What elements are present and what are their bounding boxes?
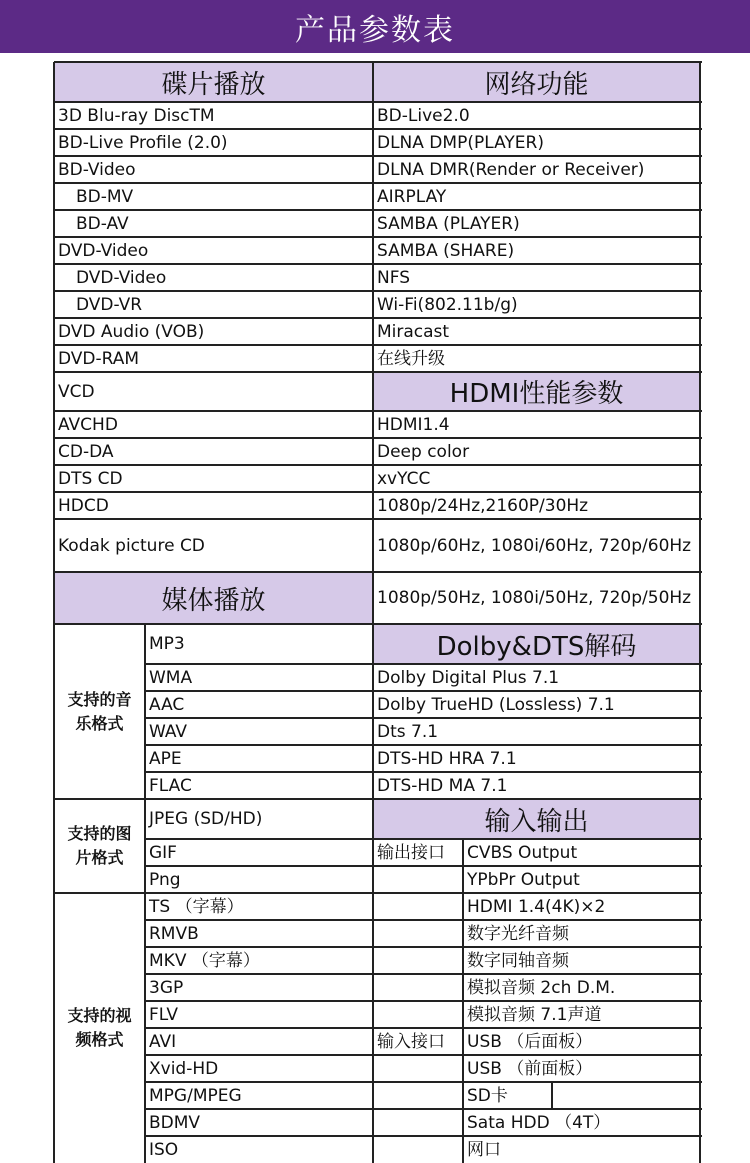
row-divider [145, 1054, 375, 1056]
disc-format-item: HDCD [58, 495, 109, 516]
row-divider [373, 892, 465, 894]
hdmi-spec-item: 1080p/50Hz, 1080i/50Hz, 720p/50Hz [377, 588, 692, 608]
disc-format-item: DVD-VR [76, 294, 143, 315]
row-divider [373, 744, 702, 746]
audio-format-category: 支持的音乐格式 [67, 689, 132, 733]
row-divider [373, 571, 702, 573]
row-divider [373, 946, 465, 948]
row-divider [373, 798, 702, 800]
video-format-item: MPG/MPEG [149, 1085, 242, 1106]
row-divider [54, 155, 375, 157]
audio-format-item: WAV [149, 721, 188, 742]
row-divider [54, 892, 375, 894]
disc-format-item: BD-MV [76, 186, 134, 207]
row-divider [373, 155, 702, 157]
network-feature-item: Wi-Fi(802.11b/g) [377, 294, 518, 315]
row-divider [373, 464, 702, 466]
page-title: 产品参数表 [295, 12, 455, 48]
row-divider [373, 865, 465, 867]
row-divider [373, 263, 702, 265]
image-format-item: Png [149, 869, 181, 890]
row-divider [373, 61, 702, 63]
header-disc: 碟片播放 [54, 62, 373, 102]
network-feature-item: DLNA DMP(PLAYER) [377, 132, 544, 153]
row-divider [145, 946, 375, 948]
row-divider [373, 1108, 465, 1110]
video-format-item: ISO [149, 1139, 179, 1160]
row-divider [54, 518, 375, 520]
row-divider [54, 344, 375, 346]
video-format-item: FLV [149, 1004, 179, 1025]
row-divider [373, 209, 702, 211]
row-divider [54, 128, 375, 130]
header-media: 媒体播放 [54, 572, 373, 624]
input-port-item: Sata HDD （4T） [467, 1112, 611, 1133]
disc-format-item: DVD-Video [58, 240, 149, 261]
row-divider [145, 744, 375, 746]
row-divider [145, 973, 375, 975]
row-divider [54, 290, 375, 292]
disc-format-item: VCD [58, 381, 95, 402]
header-io: 输入输出 [373, 799, 700, 839]
hdmi-spec-item: HDMI1.4 [377, 414, 450, 435]
row-divider [373, 717, 702, 719]
row-divider [463, 892, 702, 894]
row-divider [373, 1081, 465, 1083]
row-divider [145, 771, 375, 773]
row-divider [54, 236, 375, 238]
row-divider [463, 1108, 702, 1110]
disc-format-item: Kodak picture CD [58, 535, 205, 556]
column-divider [53, 62, 55, 1163]
disc-format-item: BD-Video [58, 159, 136, 180]
video-format-item: TS （字幕） [149, 896, 244, 917]
row-divider [145, 865, 375, 867]
row-divider [373, 1054, 465, 1056]
row-divider [373, 973, 465, 975]
row-divider [145, 1135, 375, 1137]
header-network: 网络功能 [373, 62, 700, 102]
video-format-item: RMVB [149, 923, 199, 944]
image-format-item: JPEG (SD/HD) [149, 809, 263, 829]
output-port-item: 模拟音频 7.1声道 [467, 1004, 602, 1025]
row-divider [373, 491, 702, 493]
input-port-item: USB （后面板） [467, 1031, 593, 1052]
column-divider [551, 1082, 553, 1109]
row-divider [373, 128, 702, 130]
title-banner [0, 0, 750, 53]
output-port-item: HDMI 1.4(4K)×2 [467, 896, 606, 917]
row-divider [373, 919, 465, 921]
row-divider [373, 690, 702, 692]
row-divider [54, 182, 375, 184]
video-format-item: BDMV [149, 1112, 201, 1133]
network-feature-item: AIRPLAY [377, 186, 447, 207]
disc-format-item: BD-Live Profile (2.0) [58, 132, 228, 153]
header-hdmi: HDMI性能参数 [373, 372, 700, 411]
row-divider [373, 518, 702, 520]
row-divider [463, 865, 702, 867]
network-feature-item: Miracast [377, 321, 450, 342]
row-divider [145, 1000, 375, 1002]
row-divider [373, 290, 702, 292]
row-divider [373, 838, 702, 840]
row-divider [54, 798, 375, 800]
disc-format-item: DVD Audio (VOB) [58, 321, 205, 342]
row-divider [54, 437, 375, 439]
hdmi-spec-item: 1080p/24Hz,2160P/30Hz [377, 495, 589, 516]
row-divider [145, 1027, 375, 1029]
image-format-category: 支持的图片格式 [67, 824, 132, 867]
row-divider [373, 771, 702, 773]
audio-format-item: FLAC [149, 775, 192, 796]
row-divider [373, 437, 702, 439]
input-port-item: USB （前面板） [467, 1058, 593, 1079]
row-divider [54, 464, 375, 466]
output-port-item: CVBS Output [467, 842, 578, 863]
dolby-dts-item: DTS-HD MA 7.1 [377, 775, 508, 796]
audio-format-item: AAC [149, 694, 185, 715]
disc-format-item: DVD-Video [76, 267, 167, 288]
dolby-dts-item: Dolby TrueHD (Lossless) 7.1 [377, 694, 615, 715]
video-format-item: 3GP [149, 977, 184, 998]
row-divider [463, 1135, 702, 1137]
hdmi-spec-item: xvYCC [377, 468, 431, 489]
hdmi-spec-item: Deep color [377, 441, 470, 462]
row-divider [373, 101, 702, 103]
row-divider [373, 1000, 465, 1002]
output-port-item: YPbPr Output [467, 869, 580, 890]
network-feature-item: 在线升级 [377, 348, 445, 369]
disc-format-item: DTS CD [58, 468, 123, 489]
dolby-dts-item: DTS-HD HRA 7.1 [377, 748, 517, 769]
row-divider [373, 623, 702, 625]
row-divider [145, 717, 375, 719]
network-feature-item: SAMBA (PLAYER) [377, 213, 520, 234]
row-divider [373, 344, 702, 346]
row-divider [54, 410, 375, 412]
audio-format-item: WMA [149, 667, 193, 688]
spec-table [0, 53, 750, 1163]
hdmi-spec-item: 1080p/60Hz, 1080i/60Hz, 720p/60Hz [377, 535, 692, 556]
audio-format-item: MP3 [149, 634, 185, 654]
row-divider [54, 209, 375, 211]
row-divider [54, 623, 375, 625]
image-format-item: GIF [149, 842, 177, 863]
row-divider [54, 101, 375, 103]
output-port-item: 模拟音频 2ch D.M. [467, 977, 616, 998]
dolby-dts-item: Dolby Digital Plus 7.1 [377, 667, 560, 688]
row-divider [54, 371, 375, 373]
row-divider [373, 371, 702, 373]
dolby-dts-item: Dts 7.1 [377, 721, 439, 742]
row-divider [54, 317, 375, 319]
disc-format-item: DVD-RAM [58, 348, 140, 369]
video-format-item: Xvid-HD [149, 1058, 219, 1079]
row-divider [54, 263, 375, 265]
row-divider [463, 973, 702, 975]
row-divider [145, 1081, 375, 1083]
network-feature-item: DLNA DMR(Render or Receiver) [377, 159, 645, 180]
network-feature-item: BD-Live2.0 [377, 105, 470, 126]
column-divider [699, 62, 701, 1163]
disc-format-item: 3D Blu-ray DiscTM [58, 105, 215, 126]
network-feature-item: SAMBA (SHARE) [377, 240, 515, 261]
row-divider [373, 236, 702, 238]
input-port-item: SD卡 [467, 1085, 508, 1106]
row-divider [373, 410, 702, 412]
row-divider [373, 1027, 465, 1029]
row-divider [373, 182, 702, 184]
output-port-item: 数字同轴音频 [467, 950, 569, 971]
video-format-item: AVI [149, 1031, 177, 1052]
row-divider [373, 663, 702, 665]
row-divider [463, 919, 702, 921]
row-divider [373, 317, 702, 319]
row-divider [463, 1054, 702, 1056]
input-port-item: 网口 [467, 1139, 501, 1160]
row-divider [54, 61, 375, 63]
row-divider [463, 1081, 702, 1083]
disc-format-item: AVCHD [58, 414, 118, 435]
row-divider [145, 919, 375, 921]
row-divider [54, 491, 375, 493]
column-divider [372, 62, 374, 1163]
video-format-item: MKV （字幕） [149, 950, 260, 971]
row-divider [463, 1000, 702, 1002]
row-divider [463, 1027, 702, 1029]
output-port-label: 输出接口 [377, 842, 445, 863]
audio-format-item: APE [149, 748, 182, 769]
row-divider [463, 946, 702, 948]
video-format-category: 支持的视频格式 [67, 1006, 132, 1049]
row-divider [145, 1108, 375, 1110]
row-divider [373, 1135, 465, 1137]
row-divider [145, 838, 375, 840]
input-port-label: 输入接口 [377, 1031, 445, 1052]
disc-format-item: BD-AV [76, 213, 129, 234]
row-divider [145, 663, 375, 665]
row-divider [54, 571, 375, 573]
output-port-item: 数字光纤音频 [467, 923, 569, 944]
network-feature-item: NFS [377, 267, 410, 288]
header-dolby: Dolby&DTS解码 [373, 624, 700, 664]
disc-format-item: CD-DA [58, 441, 114, 462]
row-divider [145, 690, 375, 692]
